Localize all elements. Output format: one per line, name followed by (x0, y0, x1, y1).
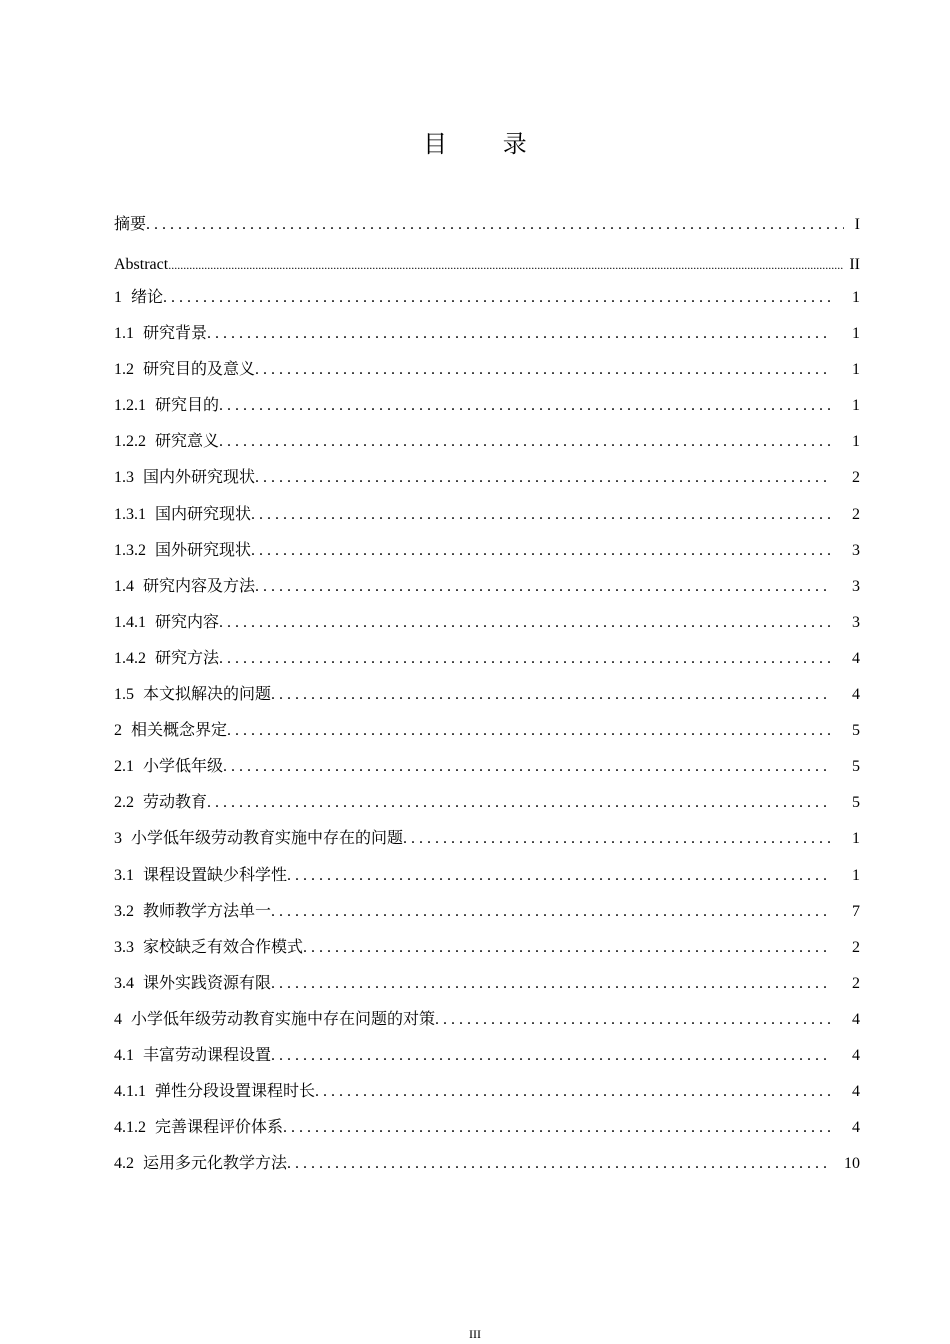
dot-leader (271, 1044, 832, 1068)
toc-entry-page: 1 (852, 433, 860, 451)
toc-entry-page: 10 (844, 1155, 860, 1173)
toc-entry[interactable] (114, 1116, 860, 1152)
toc-entry-text: 小学低年级 (143, 758, 224, 776)
toc-entry-number: 4.1.2 (114, 1119, 146, 1137)
dot-leader (251, 503, 832, 527)
toc-entry-text: 家校缺乏有效合作模式 (143, 938, 304, 956)
table-of-contents (114, 213, 860, 1188)
dot-leader (251, 539, 832, 563)
toc-entry-text: 课程设置缺少科学性 (143, 866, 288, 884)
dot-leader (287, 1152, 830, 1176)
toc-entry-page: 4 (852, 1119, 860, 1137)
toc-entry[interactable] (114, 575, 860, 611)
toc-entry-text: 劳动教育 (143, 794, 208, 812)
toc-entry-number: 1.5 (114, 686, 134, 704)
toc-entry-text: Abstract (114, 256, 169, 273)
toc-entry-page: 4 (852, 686, 860, 704)
dot-leader (271, 683, 832, 707)
dot-leader (271, 972, 832, 996)
toc-entry-page: 2 (852, 469, 860, 487)
toc-entry[interactable] (114, 1152, 860, 1188)
toc-entry[interactable] (114, 719, 860, 755)
toc-entry-page: I (854, 216, 860, 233)
dot-leader (207, 791, 832, 815)
dot-leader (219, 611, 832, 635)
toc-entry[interactable] (114, 755, 860, 791)
toc-entry-page: 7 (852, 902, 860, 920)
dot-leader (315, 1080, 832, 1104)
toc-entry-text: 国外研究现状 (155, 541, 252, 559)
dot-leader (303, 936, 832, 960)
toc-entry-text: 研究背景 (143, 325, 208, 343)
toc-entry-number: 1.3.2 (114, 541, 146, 559)
dot-leader (287, 864, 832, 888)
toc-entry-number: 1.4.2 (114, 649, 146, 667)
toc-entry-text: 教师教学方法单一 (143, 902, 272, 920)
toc-entry-number: 1.3 (114, 469, 134, 487)
toc-entry-number: 4 (114, 1010, 122, 1028)
toc-entry-text: 研究意义 (155, 433, 220, 451)
toc-entry-number: 1.2 (114, 361, 134, 379)
toc-entry-text: 丰富劳动课程设置 (143, 1046, 272, 1064)
dot-leader (227, 719, 832, 743)
toc-entry-number: 4.2 (114, 1155, 134, 1173)
dot-leader (168, 253, 844, 277)
toc-entry-page: 1 (852, 866, 860, 884)
toc-entry[interactable] (114, 827, 860, 863)
toc-entry[interactable] (114, 647, 860, 683)
toc-entry-text: 研究内容 (155, 613, 220, 631)
toc-entry-text: 运用多元化教学方法 (143, 1155, 288, 1173)
toc-entry-number: 1.2.1 (114, 397, 146, 415)
toc-entry-number: 1.4.1 (114, 613, 146, 631)
toc-entry-page: 1 (852, 830, 860, 848)
toc-entry[interactable] (114, 1008, 860, 1044)
toc-entry-number: 1 (114, 289, 122, 306)
toc-entry[interactable] (114, 430, 860, 466)
toc-entry[interactable] (114, 539, 860, 575)
toc-entry-page: 4 (852, 649, 860, 667)
dot-leader (403, 827, 832, 851)
toc-entry-page: 3 (852, 541, 860, 559)
toc-entry-number: 2.1 (114, 758, 134, 776)
toc-entry[interactable] (114, 683, 860, 719)
toc-entry-text: 研究方法 (155, 649, 220, 667)
toc-entry-text: 摘要 (114, 216, 147, 233)
dot-leader (255, 466, 832, 490)
toc-entry[interactable] (114, 503, 860, 539)
toc-entry-page: 4 (852, 1083, 860, 1101)
toc-entry[interactable] (114, 936, 860, 972)
toc-entry-number: 2 (114, 722, 122, 740)
page-number: III (469, 1327, 481, 1341)
toc-entry-text: 研究目的及意义 (143, 361, 256, 379)
toc-entry-text: 绪论 (131, 289, 164, 306)
toc-entry[interactable] (114, 972, 860, 1008)
toc-entry-page: 3 (852, 613, 860, 631)
toc-entry-page: 5 (852, 758, 860, 776)
toc-entry-page: 1 (852, 325, 860, 343)
toc-entry-number: 3.1 (114, 866, 134, 884)
toc-entry[interactable] (114, 864, 860, 900)
toc-entry[interactable] (114, 358, 860, 394)
dot-leader (219, 430, 832, 454)
toc-entry-text: 国内研究现状 (155, 505, 252, 523)
toc-entry-page: 2 (852, 974, 860, 992)
toc-entry-page: 5 (852, 722, 860, 740)
toc-entry-number: 3.2 (114, 902, 134, 920)
toc-entry[interactable] (114, 286, 860, 322)
dot-leader (146, 213, 844, 237)
toc-entry-number: 1.4 (114, 577, 134, 595)
toc-entry-page: 5 (852, 794, 860, 812)
toc-entry[interactable] (114, 791, 860, 827)
toc-entry[interactable] (114, 1044, 860, 1080)
dot-leader (271, 900, 832, 924)
toc-entry-number: 4.1.1 (114, 1083, 146, 1101)
toc-entry-text: 课外实践资源有限 (143, 974, 272, 992)
toc-entry-page: 1 (852, 289, 860, 306)
toc-entry-page: 2 (852, 505, 860, 523)
toc-entry-text: 相关概念界定 (131, 722, 228, 740)
dot-leader (219, 394, 832, 418)
dot-leader (255, 358, 832, 382)
toc-entry-page: 4 (852, 1046, 860, 1064)
toc-entry-number: 4.1 (114, 1046, 134, 1064)
dot-leader (223, 755, 832, 779)
toc-entry-number: 1.2.2 (114, 433, 146, 451)
toc-entry-text: 国内外研究现状 (143, 469, 256, 487)
toc-entry[interactable] (114, 394, 860, 430)
dot-leader (207, 322, 832, 346)
toc-entry-number: 3 (114, 830, 122, 848)
toc-entry-number: 3.4 (114, 974, 134, 992)
dot-leader (283, 1116, 832, 1140)
toc-entry-number: 2.2 (114, 794, 134, 812)
toc-entry-text: 研究目的 (155, 397, 220, 415)
toc-entry-page: II (849, 256, 860, 273)
toc-entry-text: 完善课程评价体系 (155, 1119, 284, 1137)
toc-entry-number: 1.1 (114, 325, 134, 343)
toc-entry-text: 本文拟解决的问题 (143, 686, 272, 704)
toc-entry[interactable] (114, 253, 860, 286)
toc-entry[interactable] (114, 466, 860, 502)
toc-entry[interactable] (114, 900, 860, 936)
toc-entry-number: 1.3.1 (114, 505, 146, 523)
dot-leader (219, 647, 832, 671)
dot-leader (163, 286, 832, 310)
toc-entry-page: 4 (852, 1010, 860, 1028)
toc-entry-page: 2 (852, 938, 860, 956)
toc-entry-text: 小学低年级劳动教育实施中存在的问题 (131, 830, 404, 848)
toc-entry-page: 1 (852, 361, 860, 379)
toc-entry-text: 研究内容及方法 (143, 577, 256, 595)
toc-entry[interactable] (114, 611, 860, 647)
toc-entry[interactable] (114, 322, 860, 358)
toc-entry-text: 小学低年级劳动教育实施中存在问题的对策 (131, 1010, 436, 1028)
toc-entry[interactable] (114, 213, 860, 253)
dot-leader (255, 575, 832, 599)
toc-entry-page: 1 (852, 397, 860, 415)
toc-entry[interactable] (114, 1080, 860, 1116)
dot-leader (435, 1008, 832, 1032)
toc-entry-text: 弹性分段设置课程时长 (155, 1083, 316, 1101)
page-title: 目 录 (423, 130, 551, 158)
toc-entry-page: 3 (852, 577, 860, 595)
toc-entry-number: 3.3 (114, 938, 134, 956)
